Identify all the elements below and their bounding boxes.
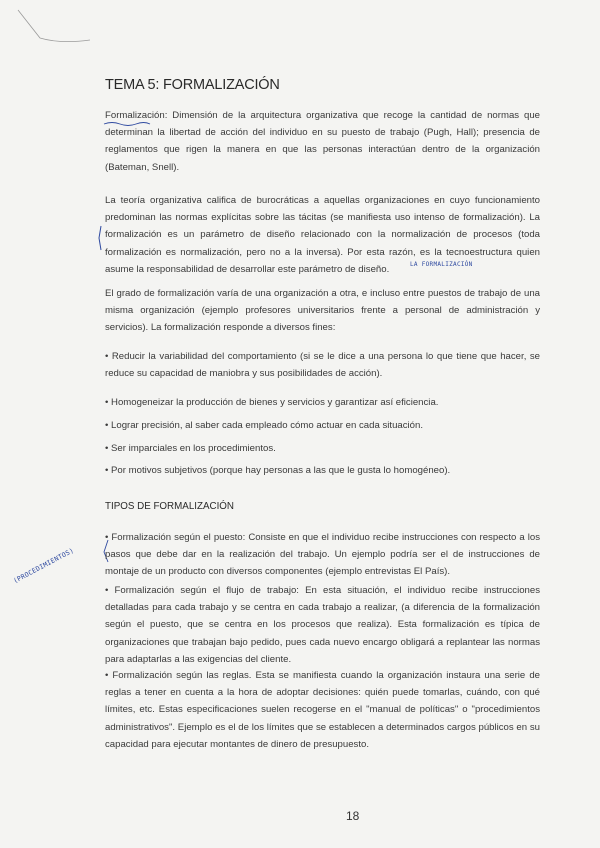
- margin-note: LA FORMALIZACIÓN: [410, 261, 473, 268]
- type-item-puesto: • Formalización según el puesto: Consiste en que el individuo recibe instrucciones con respecto a los pasos que debe dar en la realización del trabajo. Un ejemplo podría ser el de instrucciones de montaje de un producto con diversos componentes (ejemplo entrevistas El País).: [105, 532, 540, 578]
- paragraph-theory: La teoría organizativa califica de burocráticas a aquellas organizaciones en cuyo funcionamiento predominan las normas explícitas sobre las tácitas (se manifiesta uso intenso de formalización). La formalización es un parámetro de diseño relacionado con la normalización de procesos (toda formalización es normalización, pero no a la inversa). Por esta razón, es la tecnoestructura quien asume la responsabilidad de desarrollar este parámetro de diseño.: [105, 195, 540, 275]
- paragraph-degree: El grado de formalización varía de una organización a otra, e incluso entre puestos de trabajo de una misma organización (ejemplo profesores universitarios frente a personal de administración y servicios). La formalización responde a diversos fines:: [105, 288, 540, 334]
- bullet-item: • Por motivos subjetivos (porque hay personas a las que le gusta lo homogéneo).: [105, 465, 451, 476]
- bullet-item: • Lograr precisión, al saber cada empleado cómo actuar en cada situación.: [105, 420, 424, 431]
- bullet-item: • Homogeneizar la producción de bienes y servicios y garantizar así eficiencia.: [105, 397, 439, 408]
- pen-bracket: [99, 226, 101, 250]
- paragraph-definition: Formalización: Dimensión de la arquitectura organizativa que recoge la cantidad de normas que determinan la libertad de acción del individuo en su puesto de trabajo (Pugh, Hall); presencia de reglamentos que rigen la manera en que las personas interactúan dentro de la organización (Bateman, Snell).: [105, 110, 540, 173]
- bullet-item: • Ser imparciales en los procedimientos.: [105, 443, 276, 454]
- bullet-item: • Reducir la variabilidad del comportamiento (si se le dice a una persona lo que tiene que hacer, se reduce su capacidad de maniobra y sus posibilidades de acción).: [105, 351, 540, 380]
- type-item-reglas: • Formalización según las reglas. Esta se manifiesta cuando la organización instaura una serie de reglas a tener en cuenta a la hora de adoptar decisiones: quién puede tomarlas, cuándo, con qué límites, etc. Estas especificaciones suelen recogerse en el "manual de políticas" o "procedimientos administrativos". Ejemplo es el de los límites que se establecen a determinados cargos públicos en su capacidad para ejecutar montantes de dinero de presupuesto.: [105, 670, 540, 750]
- type-item-flujo: • Formalización según el flujo de trabajo: En esta situación, el individuo recibe instrucciones detalladas para cada trabajo y se centra en cada trabajo a realizar, (a diferencia de la formalización según el puesto, que se centra en los procesos que realiza). Esta formalización es típica de organizaciones que trabajan bajo pedido, pues cada nuevo encargo obligará a replantear las normas para adaptarlas a las exigencias del cliente.: [105, 585, 540, 665]
- section-subtitle: TIPOS DE FORMALIZACIÓN: [105, 501, 235, 512]
- page-title: TEMA 5: FORMALIZACIÓN: [105, 77, 280, 93]
- page-number: 18: [346, 809, 360, 823]
- side-note: (PROCEDIMIENTOS): [12, 546, 76, 586]
- corner-mark: [18, 10, 90, 42]
